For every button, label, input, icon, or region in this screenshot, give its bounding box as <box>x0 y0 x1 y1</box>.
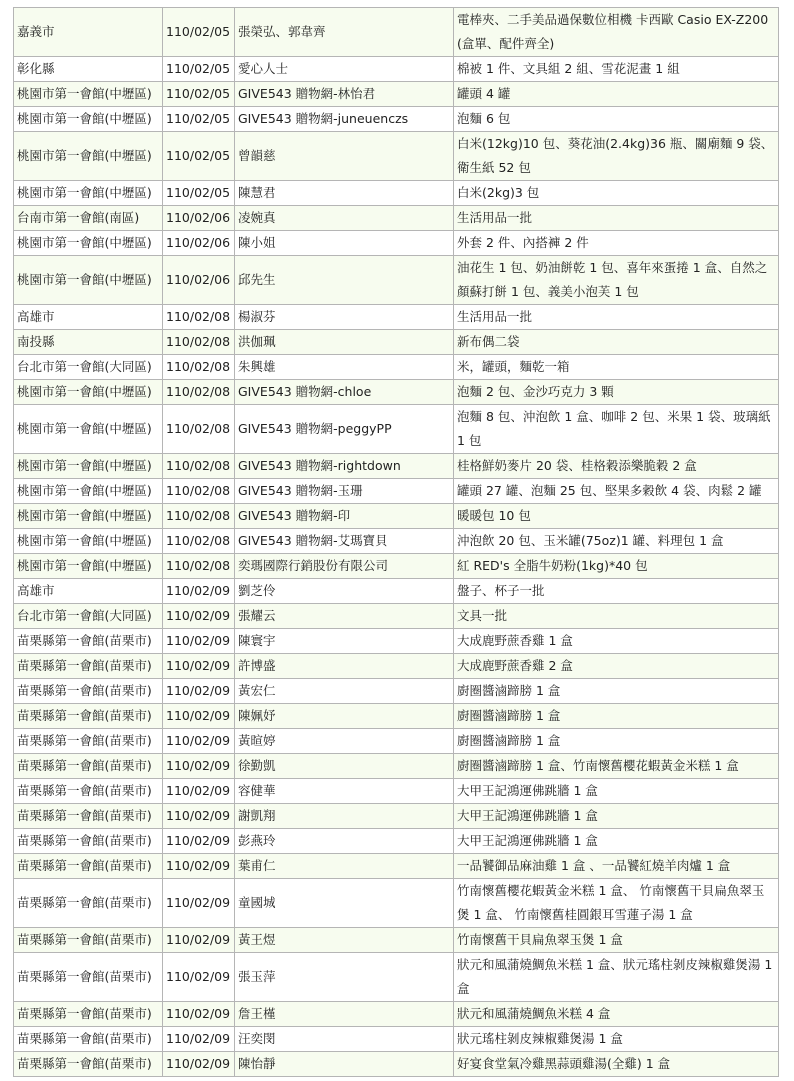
donor-name: GIVE543 贈物網-peggyPP <box>235 405 454 454</box>
donated-items: 泡麵 6 包 <box>454 107 779 132</box>
donation-location: 台北市第一會館(大同區) <box>14 355 163 380</box>
donated-items: 桂格鮮奶麥片 20 袋、桂格穀添樂脆穀 2 盒 <box>454 454 779 479</box>
donation-location: 桃園市第一會館(中壢區) <box>14 554 163 579</box>
donated-items: 大成鹿野蔗香雞 2 盒 <box>454 654 779 679</box>
table-row <box>14 879 779 928</box>
donation-date: 110/02/09 <box>163 779 235 804</box>
donation-location: 桃園市第一會館(中壢區) <box>14 380 163 405</box>
table-row <box>14 132 779 181</box>
donation-date: 110/02/08 <box>163 454 235 479</box>
donor-name: 邱先生 <box>235 256 454 305</box>
donor-name: 彭燕玲 <box>235 829 454 854</box>
donation-date: 110/02/08 <box>163 554 235 579</box>
donation-location: 苗栗縣第一會館(苗栗市) <box>14 804 163 829</box>
donation-location: 苗栗縣第一會館(苗栗市) <box>14 729 163 754</box>
donor-name: 陳慧君 <box>235 181 454 206</box>
donated-items: 大甲王記鴻運佛跳牆 1 盒 <box>454 779 779 804</box>
donation-date: 110/02/08 <box>163 330 235 355</box>
table-row <box>14 8 779 57</box>
donor-name: GIVE543 贈物網-印 <box>235 504 454 529</box>
donor-name: 朱興雄 <box>235 355 454 380</box>
donor-name: 汪奕閔 <box>235 1027 454 1052</box>
donor-name: 洪伽珮 <box>235 330 454 355</box>
donated-items: 外套 2 件、內搭褲 2 件 <box>454 231 779 256</box>
donated-items: 盤子、杯子一批 <box>454 579 779 604</box>
donation-date: 110/02/06 <box>163 256 235 305</box>
donation-date: 110/02/08 <box>163 504 235 529</box>
table-row <box>14 579 779 604</box>
donated-items: 紅 RED's 全脂牛奶粉(1kg)*40 包 <box>454 554 779 579</box>
donation-date: 110/02/09 <box>163 679 235 704</box>
donated-items: 廚圈醬滷蹄膀 1 盒 <box>454 679 779 704</box>
donation-date: 110/02/08 <box>163 380 235 405</box>
table-row <box>14 604 779 629</box>
table-row <box>14 729 779 754</box>
donor-name: 黃宏仁 <box>235 679 454 704</box>
donation-location: 桃園市第一會館(中壢區) <box>14 405 163 454</box>
donor-name: 楊淑芬 <box>235 305 454 330</box>
table-row <box>14 256 779 305</box>
donated-items: 生活用品一批 <box>454 305 779 330</box>
donation-date: 110/02/06 <box>163 231 235 256</box>
table-row <box>14 305 779 330</box>
donated-items: 竹南懷舊干貝扁魚翠玉煲 1 盒 <box>454 928 779 953</box>
donated-items: 竹南懷舊櫻花蝦黃金米糕 1 盒、 竹南懷舊干貝扁魚翠玉煲 1 盒、 竹南懷舊桂圓銀耳雪蓮子湯 1 盒 <box>454 879 779 928</box>
donor-name: GIVE543 贈物網-juneuenczs <box>235 107 454 132</box>
donated-items: 棉被 1 件、文具組 2 組、雪花泥畫 1 組 <box>454 57 779 82</box>
donor-name: 徐勤凱 <box>235 754 454 779</box>
donation-location: 桃園市第一會館(中壢區) <box>14 504 163 529</box>
donated-items: 泡麵 8 包、沖泡飲 1 盒、咖啡 2 包、米果 1 袋、玻璃紙 1 包 <box>454 405 779 454</box>
donated-items: 泡麵 2 包、金沙巧克力 3 顆 <box>454 380 779 405</box>
donation-date: 110/02/05 <box>163 8 235 57</box>
donated-items: 罐頭 4 罐 <box>454 82 779 107</box>
donation-date: 110/02/05 <box>163 57 235 82</box>
donation-date: 110/02/05 <box>163 181 235 206</box>
table-row <box>14 804 779 829</box>
donor-name: GIVE543 贈物網-玉珊 <box>235 479 454 504</box>
donated-items: 廚圈醬滷蹄膀 1 盒 <box>454 704 779 729</box>
donation-table-body <box>14 8 779 1077</box>
table-row <box>14 380 779 405</box>
table-row <box>14 107 779 132</box>
donation-date: 110/02/09 <box>163 1052 235 1077</box>
table-row <box>14 355 779 380</box>
donor-name: 曾韻慈 <box>235 132 454 181</box>
donor-name: 黃暄婷 <box>235 729 454 754</box>
donation-location: 南投縣 <box>14 330 163 355</box>
donation-date: 110/02/09 <box>163 829 235 854</box>
donation-date: 110/02/09 <box>163 879 235 928</box>
donated-items: 米，罐頭，麵乾一箱 <box>454 355 779 380</box>
donation-location: 桃園市第一會館(中壢區) <box>14 231 163 256</box>
donation-location: 苗栗縣第一會館(苗栗市) <box>14 629 163 654</box>
donation-list <box>13 7 779 1077</box>
table-row <box>14 82 779 107</box>
donation-date: 110/02/08 <box>163 479 235 504</box>
donation-date: 110/02/09 <box>163 804 235 829</box>
table-row <box>14 779 779 804</box>
donor-name: GIVE543 贈物網-rightdown <box>235 454 454 479</box>
donor-name: 陳小姐 <box>235 231 454 256</box>
donated-items: 暖暖包 10 包 <box>454 504 779 529</box>
donation-date: 110/02/08 <box>163 355 235 380</box>
donated-items: 白米(12kg)10 包、葵花油(2.4kg)36 瓶、關廟麵 9 袋、衛生紙 52 包 <box>454 132 779 181</box>
donor-name: 陳姵妤 <box>235 704 454 729</box>
donated-items: 廚圈醬滷蹄膀 1 盒、竹南懷舊櫻花蝦黃金米糕 1 盒 <box>454 754 779 779</box>
donor-name: 容健華 <box>235 779 454 804</box>
donation-date: 110/02/09 <box>163 928 235 953</box>
donated-items: 白米(2kg)3 包 <box>454 181 779 206</box>
donor-name: GIVE543 贈物網-chloe <box>235 380 454 405</box>
donation-date: 110/02/08 <box>163 305 235 330</box>
donation-location: 苗栗縣第一會館(苗栗市) <box>14 779 163 804</box>
table-row <box>14 854 779 879</box>
donation-date: 110/02/09 <box>163 729 235 754</box>
donation-location: 苗栗縣第一會館(苗栗市) <box>14 879 163 928</box>
donation-date: 110/02/09 <box>163 953 235 1002</box>
donated-items: 大甲王記鴻運佛跳牆 1 盒 <box>454 804 779 829</box>
donation-location: 苗栗縣第一會館(苗栗市) <box>14 854 163 879</box>
donated-items: 大成鹿野蔗香雞 1 盒 <box>454 629 779 654</box>
table-row <box>14 654 779 679</box>
donation-location: 桃園市第一會館(中壢區) <box>14 107 163 132</box>
table-row <box>14 504 779 529</box>
donation-location: 桃園市第一會館(中壢區) <box>14 132 163 181</box>
donation-location: 桃園市第一會館(中壢區) <box>14 479 163 504</box>
donation-date: 110/02/09 <box>163 1002 235 1027</box>
donor-name: 張耀云 <box>235 604 454 629</box>
table-row <box>14 479 779 504</box>
donor-name: 詹王槿 <box>235 1002 454 1027</box>
donation-date: 110/02/05 <box>163 132 235 181</box>
donation-location: 苗栗縣第一會館(苗栗市) <box>14 1027 163 1052</box>
donation-date: 110/02/05 <box>163 107 235 132</box>
donated-items: 文具一批 <box>454 604 779 629</box>
table-row <box>14 330 779 355</box>
donated-items: 生活用品一批 <box>454 206 779 231</box>
donated-items: 新布偶二袋 <box>454 330 779 355</box>
donation-location: 苗栗縣第一會館(苗栗市) <box>14 953 163 1002</box>
table-row <box>14 405 779 454</box>
table-row <box>14 1052 779 1077</box>
table-row <box>14 679 779 704</box>
donor-name: 陳寰宇 <box>235 629 454 654</box>
table-row <box>14 754 779 779</box>
donor-name: 謝凱翔 <box>235 804 454 829</box>
donated-items: 沖泡飲 20 包、玉米罐(75oz)1 罐、料理包 1 盒 <box>454 529 779 554</box>
table-row <box>14 206 779 231</box>
donation-location: 苗栗縣第一會館(苗栗市) <box>14 1002 163 1027</box>
donation-date: 110/02/09 <box>163 579 235 604</box>
donation-date: 110/02/06 <box>163 206 235 231</box>
donation-location: 桃園市第一會館(中壢區) <box>14 181 163 206</box>
donated-items: 狀元和風蒲燒鯛魚米糕 1 盒、狀元瑤柱剝皮辣椒雞煲湯 1 盒 <box>454 953 779 1002</box>
donation-location: 嘉義市 <box>14 8 163 57</box>
donation-location: 苗栗縣第一會館(苗栗市) <box>14 754 163 779</box>
table-row <box>14 704 779 729</box>
donation-location: 桃園市第一會館(中壢區) <box>14 82 163 107</box>
donation-location: 彰化縣 <box>14 57 163 82</box>
donation-location: 苗栗縣第一會館(苗栗市) <box>14 1052 163 1077</box>
donation-location: 桃園市第一會館(中壢區) <box>14 529 163 554</box>
table-row <box>14 928 779 953</box>
donor-name: 黃王煜 <box>235 928 454 953</box>
donation-location: 苗栗縣第一會館(苗栗市) <box>14 928 163 953</box>
donated-items: 廚圈醬滷蹄膀 1 盒 <box>454 729 779 754</box>
table-row <box>14 953 779 1002</box>
donor-name: 陳怡靜 <box>235 1052 454 1077</box>
donation-table <box>13 7 779 1077</box>
donor-name: 葉甫仁 <box>235 854 454 879</box>
donation-date: 110/02/05 <box>163 82 235 107</box>
donation-location: 高雄市 <box>14 305 163 330</box>
donor-name: 童國城 <box>235 879 454 928</box>
donated-items: 大甲王記鴻運佛跳牆 1 盒 <box>454 829 779 854</box>
donor-name: 凌婉真 <box>235 206 454 231</box>
donated-items: 好宴食堂氣冷雞黑蒜頭雞湯(全雞) 1 盒 <box>454 1052 779 1077</box>
donation-date: 110/02/09 <box>163 704 235 729</box>
donation-date: 110/02/09 <box>163 629 235 654</box>
donation-location: 苗栗縣第一會館(苗栗市) <box>14 654 163 679</box>
donation-location: 台南市第一會館(南區) <box>14 206 163 231</box>
donation-date: 110/02/08 <box>163 405 235 454</box>
donor-name: GIVE543 贈物網-艾瑪寶貝 <box>235 529 454 554</box>
donated-items: 狀元瑤柱剝皮辣椒雞煲湯 1 盒 <box>454 1027 779 1052</box>
donor-name: 劉芝伶 <box>235 579 454 604</box>
donated-items: 油花生 1 包、奶油餅乾 1 包、喜年來蛋捲 1 盒、自然之顏蘇打餅 1 包、義美小泡芙 1 包 <box>454 256 779 305</box>
donated-items: 一品饕御品麻油雞 1 盒 、一品饕紅燒羊肉爐 1 盒 <box>454 854 779 879</box>
table-row <box>14 829 779 854</box>
table-row <box>14 629 779 654</box>
donation-date: 110/02/09 <box>163 1027 235 1052</box>
table-row <box>14 1002 779 1027</box>
table-row <box>14 529 779 554</box>
donation-date: 110/02/09 <box>163 654 235 679</box>
donor-name: 張玉萍 <box>235 953 454 1002</box>
donated-items: 狀元和風蒲燒鯛魚米糕 4 盒 <box>454 1002 779 1027</box>
donation-location: 桃園市第一會館(中壢區) <box>14 454 163 479</box>
table-row <box>14 231 779 256</box>
donation-location: 桃園市第一會館(中壢區) <box>14 256 163 305</box>
donated-items: 罐頭 27 罐、泡麵 25 包、堅果多穀飲 4 袋、肉鬆 2 罐 <box>454 479 779 504</box>
table-row <box>14 57 779 82</box>
donation-location: 苗栗縣第一會館(苗栗市) <box>14 679 163 704</box>
table-row <box>14 454 779 479</box>
donation-date: 110/02/09 <box>163 854 235 879</box>
donation-date: 110/02/09 <box>163 754 235 779</box>
table-row <box>14 554 779 579</box>
donor-name: 愛心人士 <box>235 57 454 82</box>
donor-name: GIVE543 贈物網-林怡君 <box>235 82 454 107</box>
donation-location: 台北市第一會館(大同區) <box>14 604 163 629</box>
donation-location: 苗栗縣第一會館(苗栗市) <box>14 829 163 854</box>
donation-location: 高雄市 <box>14 579 163 604</box>
donation-location: 苗栗縣第一會館(苗栗市) <box>14 704 163 729</box>
donation-date: 110/02/09 <box>163 604 235 629</box>
table-row <box>14 1027 779 1052</box>
table-row <box>14 181 779 206</box>
donor-name: 張榮弘、郭韋齊 <box>235 8 454 57</box>
donation-date: 110/02/08 <box>163 529 235 554</box>
donor-name: 許博盛 <box>235 654 454 679</box>
donor-name: 奕瑪國際行銷股份有限公司 <box>235 554 454 579</box>
donated-items: 電棒夾、二手美品過保數位相機 卡西歐 Casio EX-Z200(盒單、配件齊全) <box>454 8 779 57</box>
